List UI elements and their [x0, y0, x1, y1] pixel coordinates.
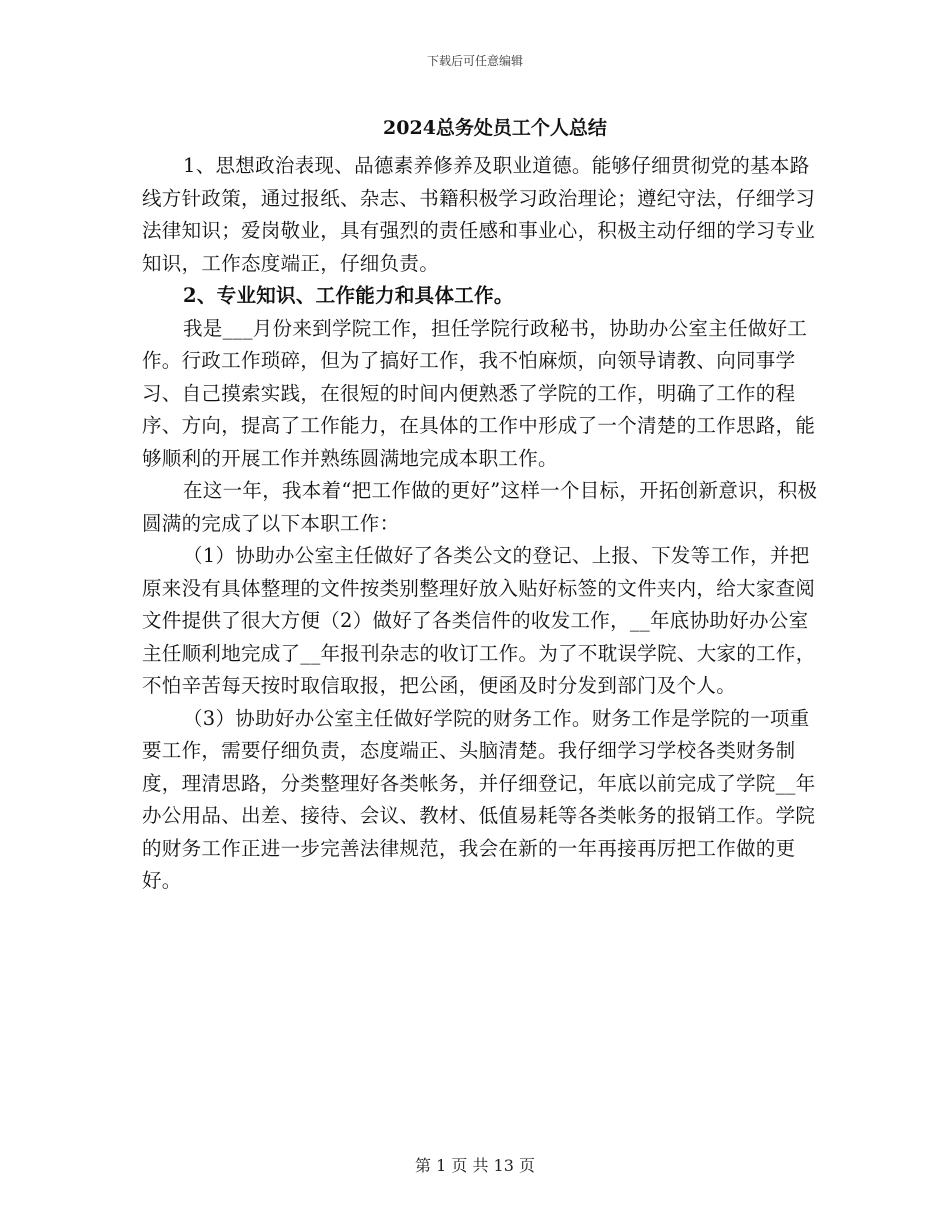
paragraph-item-3: （3）协助好办公室主任做好学院的财务工作。财务工作是学院的一项重要工作，需要仔细负责，态度端正、头脑清楚。我仔细学习学校各类财务制度，理清思路，分类整理好各类帐务，并仔细登记，年底以前完成了学院__年办公用品、出差、接待、会议、教材、低值易耗等各类帐务的报销工作。学院的财务工作正进一步完善法律规范，我会在新的一年再接再厉把工作做的更好。	[142, 706, 816, 892]
page-number: 第 1 页 共 13 页	[415, 1156, 535, 1175]
document-title: 2024总务处员工个人总结	[383, 117, 607, 139]
paragraph-ideology: 1、思想政治表现、品德素养修养及职业道德。能够仔细贯彻党的基本路线方针政策，通过报纸、杂志、书籍积极学习政治理论；遵纪守法，仔细学习法律知识；爱岗敬业，具有强烈的责任感和事业心，积极主动仔细的学习专业知识，工作态度端正，仔细负责。	[142, 154, 816, 275]
paragraph-item-1-2: （1）协助办公室主任做好了各类公文的登记、上报、下发等工作，并把原来没有具体整理的文件按类别整理好放入贴好标签的文件夹内，给大家查阅文件提供了很大方便（2）做好了各类信件的收发工作，__年底协助好办公室主任顺利地完成了__年报刊杂志的收订工作。为了不耽误学院、大家的工作，不怕辛苦每天按时取信取报，把公函，便函及时分发到部门及个人。	[142, 544, 816, 697]
paragraph-work-intro: 我是___月份来到学院工作，担任学院行政秘书，协助办公室主任做好工作。行政工作琐碎，但为了搞好工作，我不怕麻烦，向领导请教、向同事学习、自己摸索实践，在很短的时间内便熟悉了学院的工作，明确了工作的程序、方向，提高了工作能力，在具体的工作中形成了一个清楚的工作思路，能够顺利的开展工作并熟练圆满地完成本职工作。	[142, 316, 816, 470]
paragraph-year-goal: 在这一年，我本着“把工作做的更好”这样一个目标，开拓创新意识，积极圆满的完成了以下本职工作：	[142, 479, 818, 535]
document-body	[142, 150, 818, 898]
page-header-note: 下载后可任意编辑	[426, 54, 523, 68]
section-heading-professional: 2、专业知识、工作能力和具体工作。	[183, 284, 514, 307]
